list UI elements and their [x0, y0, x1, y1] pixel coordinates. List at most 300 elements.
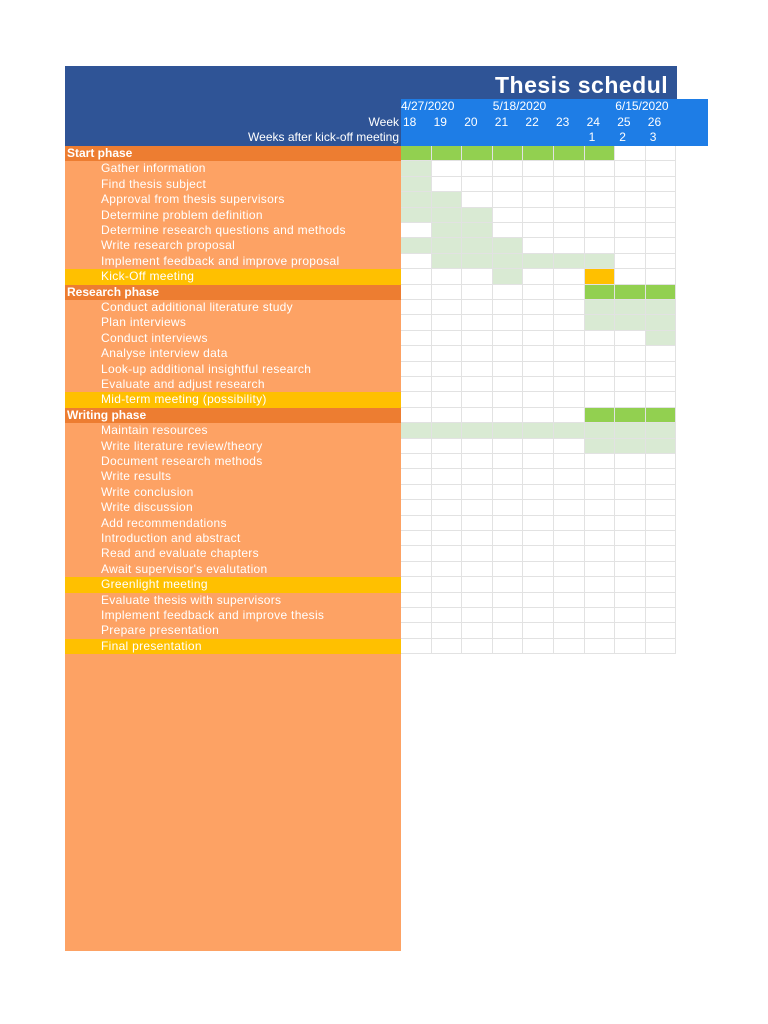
grid-cell[interactable]: [585, 500, 616, 515]
grid-cell[interactable]: [493, 408, 524, 423]
grid-cell[interactable]: [432, 254, 463, 269]
grid-cell[interactable]: [554, 562, 585, 577]
task-row[interactable]: Maintain resources: [101, 423, 208, 438]
grid-cell[interactable]: [615, 516, 646, 531]
grid-cell[interactable]: [523, 639, 554, 654]
grid-cell[interactable]: [554, 531, 585, 546]
task-row[interactable]: Determine problem definition: [101, 207, 263, 222]
grid-cell[interactable]: [401, 377, 432, 392]
grid-cell[interactable]: [523, 623, 554, 638]
grid-cell[interactable]: [585, 454, 616, 469]
grid-cell[interactable]: [401, 331, 432, 346]
grid-cell[interactable]: [462, 546, 493, 561]
grid-cell[interactable]: [646, 192, 677, 207]
grid-cell[interactable]: [523, 392, 554, 407]
grid-cell[interactable]: [462, 531, 493, 546]
phase-row[interactable]: Research phase: [65, 285, 401, 300]
grid-cell[interactable]: [462, 208, 493, 223]
grid-cell[interactable]: [615, 161, 646, 176]
grid-cell[interactable]: [554, 423, 585, 438]
milestone-row[interactable]: Greenlight meeting: [65, 577, 401, 592]
grid-cell[interactable]: [523, 315, 554, 330]
grid-cell[interactable]: [554, 285, 585, 300]
grid-cell[interactable]: [523, 285, 554, 300]
grid-cell[interactable]: [432, 146, 463, 161]
grid-cell[interactable]: [585, 146, 616, 161]
grid-cell[interactable]: [401, 269, 432, 284]
grid-cell[interactable]: [585, 377, 616, 392]
grid-cell[interactable]: [615, 439, 646, 454]
grid-cell[interactable]: [401, 208, 432, 223]
grid-cell[interactable]: [585, 608, 616, 623]
grid-cell[interactable]: [493, 392, 524, 407]
grid-cell[interactable]: [401, 408, 432, 423]
grid-cell[interactable]: [401, 500, 432, 515]
grid-cell[interactable]: [401, 223, 432, 238]
grid-cell[interactable]: [615, 623, 646, 638]
grid-cell[interactable]: [646, 254, 677, 269]
grid-cell[interactable]: [523, 485, 554, 500]
grid-cell[interactable]: [615, 285, 646, 300]
grid-cell[interactable]: [432, 639, 463, 654]
grid-cell[interactable]: [554, 593, 585, 608]
grid-cell[interactable]: [523, 469, 554, 484]
grid-cell[interactable]: [554, 161, 585, 176]
grid-cell[interactable]: [462, 577, 493, 592]
grid-cell[interactable]: [462, 362, 493, 377]
grid-cell[interactable]: [523, 362, 554, 377]
grid-cell[interactable]: [585, 285, 616, 300]
grid-cell[interactable]: [585, 577, 616, 592]
grid-cell[interactable]: [585, 192, 616, 207]
grid-cell[interactable]: [615, 315, 646, 330]
grid-cell[interactable]: [462, 392, 493, 407]
grid-cell[interactable]: [493, 223, 524, 238]
grid-cell[interactable]: [462, 485, 493, 500]
grid-cell[interactable]: [585, 408, 616, 423]
grid-cell[interactable]: [523, 146, 554, 161]
grid-cell[interactable]: [554, 269, 585, 284]
grid-cell[interactable]: [615, 454, 646, 469]
task-row[interactable]: Gather information: [101, 161, 206, 176]
grid-cell[interactable]: [554, 454, 585, 469]
grid-cell[interactable]: [462, 192, 493, 207]
grid-cell[interactable]: [646, 300, 677, 315]
grid-cell[interactable]: [432, 269, 463, 284]
grid-cell[interactable]: [646, 562, 677, 577]
grid-cell[interactable]: [432, 408, 463, 423]
grid-cell[interactable]: [432, 623, 463, 638]
grid-cell[interactable]: [523, 269, 554, 284]
grid-cell[interactable]: [432, 346, 463, 361]
grid-cell[interactable]: [462, 238, 493, 253]
grid-cell[interactable]: [493, 639, 524, 654]
grid-cell[interactable]: [615, 469, 646, 484]
grid-cell[interactable]: [585, 315, 616, 330]
grid-cell[interactable]: [432, 392, 463, 407]
grid-cell[interactable]: [493, 346, 524, 361]
grid-cell[interactable]: [554, 331, 585, 346]
grid-cell[interactable]: [493, 146, 524, 161]
grid-cell[interactable]: [493, 531, 524, 546]
grid-cell[interactable]: [615, 208, 646, 223]
grid-cell[interactable]: [585, 177, 616, 192]
grid-cell[interactable]: [615, 485, 646, 500]
grid-cell[interactable]: [432, 531, 463, 546]
grid-cell[interactable]: [523, 593, 554, 608]
grid-cell[interactable]: [493, 454, 524, 469]
grid-cell[interactable]: [646, 500, 677, 515]
grid-cell[interactable]: [401, 300, 432, 315]
grid-cell[interactable]: [462, 608, 493, 623]
grid-cell[interactable]: [615, 392, 646, 407]
grid-cell[interactable]: [462, 315, 493, 330]
grid-cell[interactable]: [493, 546, 524, 561]
grid-cell[interactable]: [554, 639, 585, 654]
grid-cell[interactable]: [615, 331, 646, 346]
task-row[interactable]: Write discussion: [101, 500, 193, 515]
grid-cell[interactable]: [462, 331, 493, 346]
grid-cell[interactable]: [646, 223, 677, 238]
task-row[interactable]: Implement feedback and improve proposal: [101, 253, 340, 268]
grid-cell[interactable]: [462, 177, 493, 192]
grid-cell[interactable]: [585, 223, 616, 238]
grid-cell[interactable]: [554, 146, 585, 161]
grid-cell[interactable]: [646, 177, 677, 192]
grid-cell[interactable]: [462, 469, 493, 484]
grid-cell[interactable]: [523, 346, 554, 361]
task-row[interactable]: Conduct additional literature study: [101, 300, 293, 314]
grid-cell[interactable]: [523, 238, 554, 253]
grid-cell[interactable]: [615, 377, 646, 392]
grid-cell[interactable]: [615, 269, 646, 284]
grid-cell[interactable]: [615, 423, 646, 438]
task-row[interactable]: Write research proposal: [101, 238, 236, 253]
task-row[interactable]: Analyse interview data: [101, 346, 228, 361]
grid-cell[interactable]: [432, 546, 463, 561]
grid-cell[interactable]: [401, 485, 432, 500]
grid-cell[interactable]: [615, 146, 646, 161]
task-row[interactable]: Document research methods: [101, 454, 263, 468]
grid-cell[interactable]: [646, 639, 677, 654]
grid-cell[interactable]: [554, 485, 585, 500]
grid-cell[interactable]: [615, 192, 646, 207]
grid-cell[interactable]: [523, 500, 554, 515]
grid-cell[interactable]: [432, 423, 463, 438]
grid-cell[interactable]: [462, 562, 493, 577]
grid-cell[interactable]: [462, 300, 493, 315]
grid-cell[interactable]: [554, 254, 585, 269]
grid-cell[interactable]: [493, 269, 524, 284]
grid-cell[interactable]: [493, 593, 524, 608]
task-row[interactable]: Implement feedback and improve thesis: [101, 608, 325, 622]
grid-cell[interactable]: [646, 516, 677, 531]
grid-cell[interactable]: [401, 177, 432, 192]
grid-cell[interactable]: [432, 577, 463, 592]
grid-cell[interactable]: [615, 300, 646, 315]
grid-cell[interactable]: [462, 500, 493, 515]
task-row[interactable]: Prepare presentation: [101, 623, 220, 638]
grid-cell[interactable]: [554, 577, 585, 592]
grid-cell[interactable]: [585, 639, 616, 654]
grid-cell[interactable]: [493, 331, 524, 346]
grid-cell[interactable]: [432, 593, 463, 608]
grid-cell[interactable]: [493, 161, 524, 176]
grid-cell[interactable]: [585, 516, 616, 531]
grid-cell[interactable]: [432, 562, 463, 577]
task-row[interactable]: Evaluate and adjust research: [101, 377, 265, 391]
grid-cell[interactable]: [401, 254, 432, 269]
task-row[interactable]: Add recommendations: [101, 515, 227, 530]
task-row[interactable]: Read and evaluate chapters: [101, 546, 259, 561]
grid-cell[interactable]: [432, 177, 463, 192]
grid-cell[interactable]: [432, 362, 463, 377]
grid-cell[interactable]: [523, 377, 554, 392]
grid-cell[interactable]: [401, 562, 432, 577]
task-row[interactable]: Write results: [101, 469, 172, 484]
grid-cell[interactable]: [585, 254, 616, 269]
grid-cell[interactable]: [493, 423, 524, 438]
grid-cell[interactable]: [462, 623, 493, 638]
grid-cell[interactable]: [432, 238, 463, 253]
grid-cell[interactable]: [646, 577, 677, 592]
grid-cell[interactable]: [523, 408, 554, 423]
task-row[interactable]: Approval from thesis supervisors: [101, 192, 285, 207]
grid-cell[interactable]: [646, 331, 677, 346]
grid-cell[interactable]: [646, 454, 677, 469]
grid-cell[interactable]: [493, 192, 524, 207]
grid-cell[interactable]: [401, 392, 432, 407]
grid-cell[interactable]: [462, 423, 493, 438]
grid-cell[interactable]: [401, 439, 432, 454]
grid-cell[interactable]: [401, 315, 432, 330]
grid-cell[interactable]: [646, 161, 677, 176]
grid-cell[interactable]: [493, 377, 524, 392]
grid-cell[interactable]: [493, 623, 524, 638]
grid-cell[interactable]: [615, 577, 646, 592]
grid-cell[interactable]: [401, 639, 432, 654]
grid-cell[interactable]: [615, 562, 646, 577]
grid-cell[interactable]: [401, 192, 432, 207]
grid-cell[interactable]: [554, 177, 585, 192]
grid-cell[interactable]: [585, 269, 616, 284]
grid-cell[interactable]: [401, 531, 432, 546]
task-row[interactable]: Introduction and abstract: [101, 531, 241, 545]
grid-cell[interactable]: [585, 593, 616, 608]
grid-cell[interactable]: [462, 146, 493, 161]
grid-cell[interactable]: [401, 362, 432, 377]
grid-cell[interactable]: [493, 577, 524, 592]
grid-cell[interactable]: [646, 408, 677, 423]
grid-cell[interactable]: [462, 408, 493, 423]
grid-cell[interactable]: [646, 208, 677, 223]
grid-cell[interactable]: [523, 562, 554, 577]
grid-cell[interactable]: [554, 346, 585, 361]
grid-cell[interactable]: [462, 161, 493, 176]
grid-cell[interactable]: [554, 516, 585, 531]
grid-cell[interactable]: [615, 238, 646, 253]
grid-cell[interactable]: [554, 439, 585, 454]
grid-cell[interactable]: [554, 315, 585, 330]
grid-cell[interactable]: [493, 500, 524, 515]
task-row[interactable]: Determine research questions and methods: [101, 223, 346, 237]
grid-cell[interactable]: [585, 531, 616, 546]
grid-cell[interactable]: [585, 346, 616, 361]
grid-cell[interactable]: [523, 423, 554, 438]
grid-cell[interactable]: [462, 285, 493, 300]
grid-cell[interactable]: [585, 623, 616, 638]
grid-cell[interactable]: [462, 346, 493, 361]
grid-cell[interactable]: [523, 454, 554, 469]
grid-cell[interactable]: [554, 608, 585, 623]
grid-cell[interactable]: [646, 531, 677, 546]
grid-cell[interactable]: [646, 315, 677, 330]
task-row[interactable]: Look-up additional insightful research: [101, 361, 312, 376]
task-row[interactable]: Find thesis subject: [101, 176, 207, 191]
grid-cell[interactable]: [432, 300, 463, 315]
grid-cell[interactable]: [523, 546, 554, 561]
grid-cell[interactable]: [432, 516, 463, 531]
grid-cell[interactable]: [401, 454, 432, 469]
grid-cell[interactable]: [585, 161, 616, 176]
grid-cell[interactable]: [554, 546, 585, 561]
grid-cell[interactable]: [493, 177, 524, 192]
grid-cell[interactable]: [493, 485, 524, 500]
grid-cell[interactable]: [401, 593, 432, 608]
grid-cell[interactable]: [615, 608, 646, 623]
grid-cell[interactable]: [554, 192, 585, 207]
grid-cell[interactable]: [585, 208, 616, 223]
grid-cell[interactable]: [615, 254, 646, 269]
grid-cell[interactable]: [646, 423, 677, 438]
grid-cell[interactable]: [585, 485, 616, 500]
grid-cell[interactable]: [493, 315, 524, 330]
grid-cell[interactable]: [615, 531, 646, 546]
grid-cell[interactable]: [646, 146, 677, 161]
grid-cell[interactable]: [401, 608, 432, 623]
grid-cell[interactable]: [554, 238, 585, 253]
grid-cell[interactable]: [646, 238, 677, 253]
grid-cell[interactable]: [554, 392, 585, 407]
grid-cell[interactable]: [432, 469, 463, 484]
grid-cell[interactable]: [646, 269, 677, 284]
grid-cell[interactable]: [401, 238, 432, 253]
grid-cell[interactable]: [554, 223, 585, 238]
grid-cell[interactable]: [585, 331, 616, 346]
grid-cell[interactable]: [462, 516, 493, 531]
grid-cell[interactable]: [432, 223, 463, 238]
grid-cell[interactable]: [615, 362, 646, 377]
grid-cell[interactable]: [401, 423, 432, 438]
grid-cell[interactable]: [523, 577, 554, 592]
milestone-row[interactable]: Mid-term meeting (possibility): [65, 392, 401, 407]
task-row[interactable]: Write literature review/theory: [101, 438, 263, 453]
grid-cell[interactable]: [523, 223, 554, 238]
grid-cell[interactable]: [646, 469, 677, 484]
grid-cell[interactable]: [585, 238, 616, 253]
grid-cell[interactable]: [523, 608, 554, 623]
grid-cell[interactable]: [554, 623, 585, 638]
grid-cell[interactable]: [432, 331, 463, 346]
task-row[interactable]: Conduct interviews: [101, 330, 208, 345]
grid-cell[interactable]: [401, 516, 432, 531]
grid-cell[interactable]: [432, 192, 463, 207]
grid-cell[interactable]: [554, 500, 585, 515]
phase-row[interactable]: Start phase: [65, 146, 401, 161]
grid-cell[interactable]: [493, 469, 524, 484]
grid-cell[interactable]: [554, 208, 585, 223]
grid-cell[interactable]: [432, 485, 463, 500]
grid-cell[interactable]: [585, 562, 616, 577]
grid-cell[interactable]: [585, 392, 616, 407]
grid-cell[interactable]: [432, 315, 463, 330]
grid-cell[interactable]: [646, 377, 677, 392]
grid-cell[interactable]: [401, 285, 432, 300]
milestone-row[interactable]: Final presentation: [65, 639, 401, 654]
grid-cell[interactable]: [554, 469, 585, 484]
grid-cell[interactable]: [462, 269, 493, 284]
grid-cell[interactable]: [523, 531, 554, 546]
grid-cell[interactable]: [646, 485, 677, 500]
task-row[interactable]: Plan interviews: [101, 315, 187, 330]
grid-cell[interactable]: [401, 146, 432, 161]
task-row[interactable]: Write conclusion: [101, 484, 194, 499]
grid-cell[interactable]: [493, 208, 524, 223]
grid-cell[interactable]: [432, 377, 463, 392]
grid-cell[interactable]: [523, 331, 554, 346]
grid-cell[interactable]: [523, 439, 554, 454]
grid-cell[interactable]: [615, 500, 646, 515]
grid-cell[interactable]: [554, 377, 585, 392]
grid-cell[interactable]: [462, 639, 493, 654]
grid-cell[interactable]: [615, 346, 646, 361]
grid-cell[interactable]: [462, 439, 493, 454]
grid-cell[interactable]: [646, 439, 677, 454]
grid-cell[interactable]: [646, 623, 677, 638]
grid-cell[interactable]: [523, 192, 554, 207]
grid-cell[interactable]: [554, 300, 585, 315]
grid-cell[interactable]: [646, 546, 677, 561]
grid-cell[interactable]: [432, 500, 463, 515]
grid-cell[interactable]: [615, 177, 646, 192]
grid-cell[interactable]: [615, 223, 646, 238]
grid-cell[interactable]: [646, 608, 677, 623]
task-row[interactable]: Await supervisor's evalutation: [101, 561, 268, 576]
grid-cell[interactable]: [523, 177, 554, 192]
grid-cell[interactable]: [462, 593, 493, 608]
grid-cell[interactable]: [615, 408, 646, 423]
grid-cell[interactable]: [493, 238, 524, 253]
grid-cell[interactable]: [585, 439, 616, 454]
grid-cell[interactable]: [646, 392, 677, 407]
grid-cell[interactable]: [462, 223, 493, 238]
phase-row[interactable]: Writing phase: [65, 408, 401, 423]
grid-cell[interactable]: [401, 469, 432, 484]
grid-cell[interactable]: [432, 208, 463, 223]
grid-cell[interactable]: [462, 454, 493, 469]
grid-cell[interactable]: [462, 254, 493, 269]
grid-cell[interactable]: [554, 408, 585, 423]
grid-cell[interactable]: [493, 608, 524, 623]
grid-cell[interactable]: [585, 469, 616, 484]
grid-cell[interactable]: [401, 623, 432, 638]
grid-cell[interactable]: [493, 254, 524, 269]
grid-cell[interactable]: [646, 285, 677, 300]
grid-cell[interactable]: [432, 285, 463, 300]
grid-cell[interactable]: [615, 546, 646, 561]
grid-cell[interactable]: [523, 208, 554, 223]
grid-cell[interactable]: [401, 346, 432, 361]
